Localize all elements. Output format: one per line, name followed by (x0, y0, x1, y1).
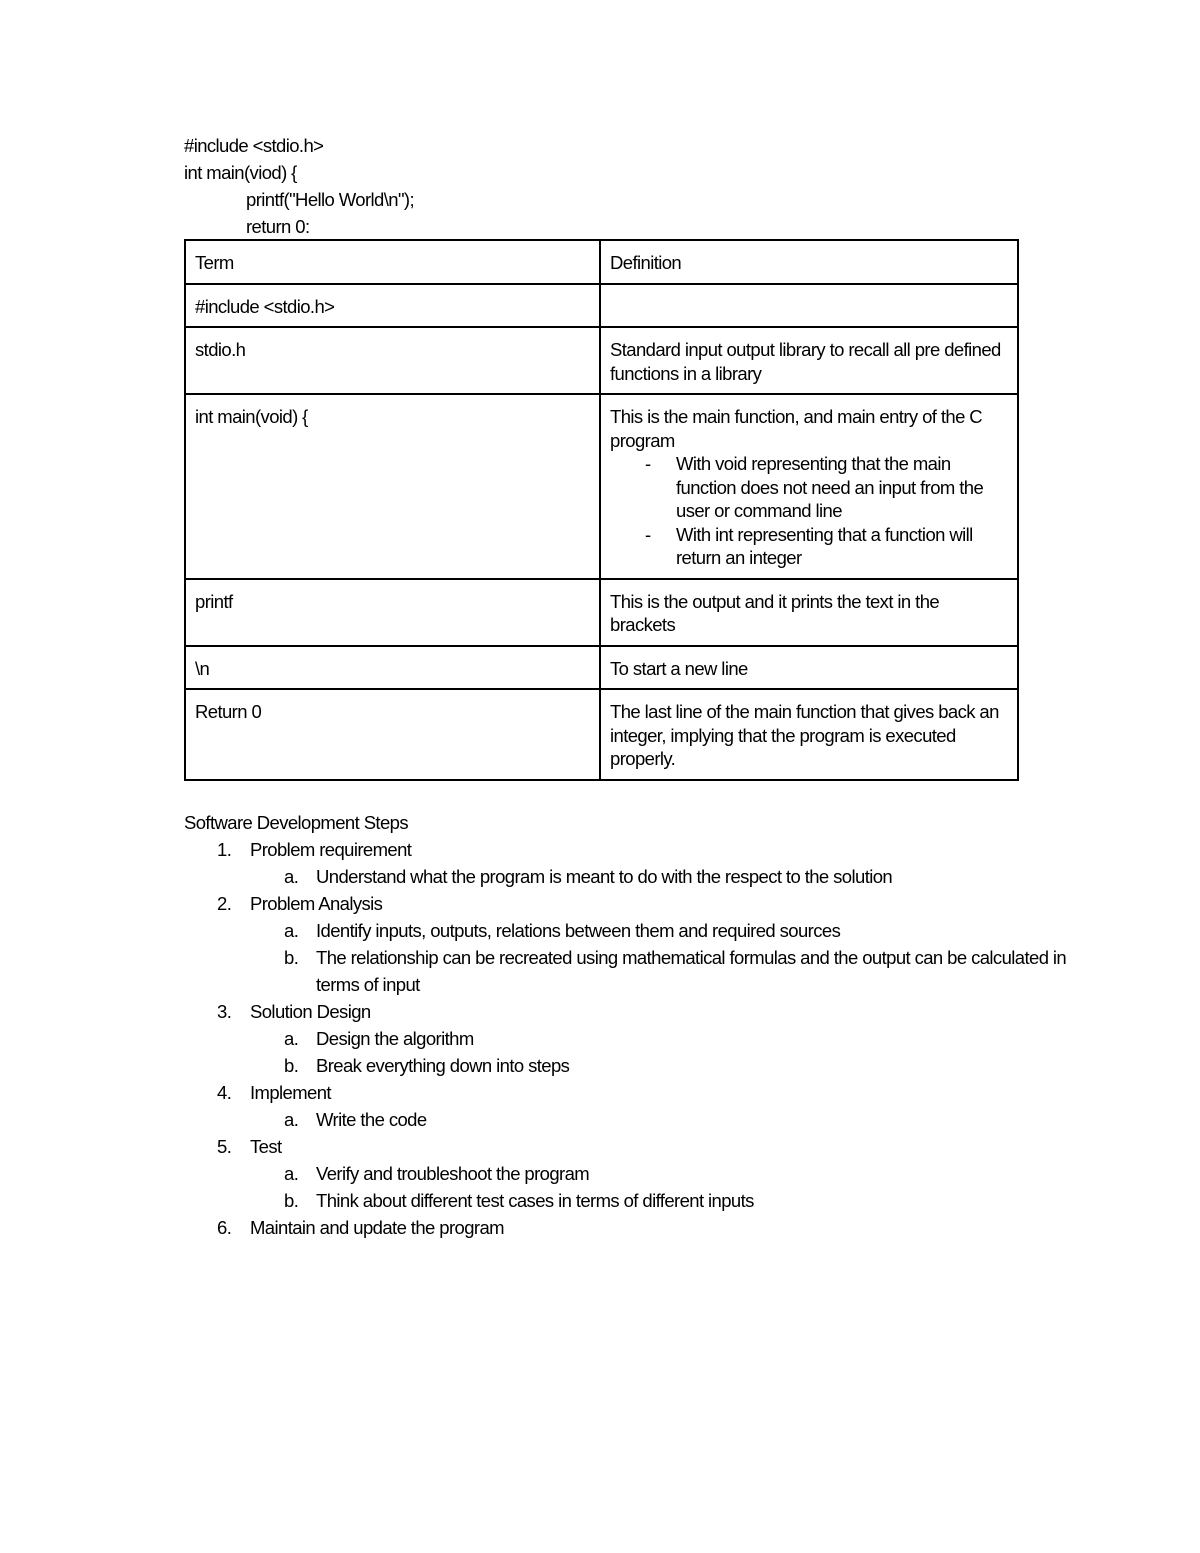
table-row (185, 284, 1018, 328)
step-item (184, 836, 1084, 890)
substep-text: Verify and troubleshoot the program (316, 1163, 590, 1184)
substep-item (250, 1187, 1084, 1214)
substep-text: Write the code (316, 1109, 427, 1130)
development-steps (184, 809, 1084, 1241)
substeps-list (250, 1106, 1084, 1133)
substep-letter: a. (284, 1163, 299, 1184)
step-number: 3. (217, 1001, 232, 1022)
section-title: Software Development Steps (184, 812, 408, 833)
code-snippet (184, 132, 414, 240)
substep-letter: a. (284, 920, 299, 941)
substep-text: Design the algorithm (316, 1028, 474, 1049)
substep-letter: b. (284, 947, 299, 968)
substep-item (250, 944, 1084, 998)
table-row (185, 394, 1018, 579)
code-line: int main(viod) { (184, 162, 297, 183)
step-label: Problem requirement (250, 839, 412, 860)
step-item (184, 1133, 1084, 1214)
substep-letter: a. (284, 866, 299, 887)
substeps-list (250, 1160, 1084, 1214)
step-label: Problem Analysis (250, 893, 383, 914)
definition-bullets (610, 452, 1008, 570)
step-number: 4. (217, 1082, 232, 1103)
substep-text: Break everything down into steps (316, 1055, 570, 1076)
substep-text: Identify inputs, outputs, relations between them and required sources (316, 920, 841, 941)
substep-letter: b. (284, 1190, 299, 1211)
step-item (184, 890, 1084, 998)
substep-letter: a. (284, 1109, 299, 1130)
code-line: printf("Hello World\n"); (246, 189, 415, 210)
table-header-row (185, 240, 1018, 284)
term-cell: printf (185, 579, 600, 646)
bullet-item: - With void representing that the main function does not need an input from the user or command line (676, 452, 1008, 523)
bullet-item: - With int representing that a function will return an integer (676, 523, 1008, 570)
substeps-list (250, 863, 1084, 890)
column-header-definition: Definition (600, 240, 1018, 284)
step-item (184, 1079, 1084, 1133)
code-line: #include <stdio.h> (184, 135, 324, 156)
definition-cell: This is the output and it prints the text in the brackets (600, 579, 1018, 646)
substeps-list (250, 917, 1084, 998)
definition-cell: The last line of the main function that gives back an integer, implying that the program is executed properly. (600, 689, 1018, 780)
term-cell: int main(void) { (185, 394, 600, 579)
step-label: Test (250, 1136, 282, 1157)
term-cell: \n (185, 646, 600, 690)
substep-letter: a. (284, 1028, 299, 1049)
substep-item (250, 863, 1084, 890)
step-number: 6. (217, 1217, 232, 1238)
definition-cell: To start a new line (600, 646, 1018, 690)
step-number: 5. (217, 1136, 232, 1157)
substep-item (250, 917, 1084, 944)
step-label: Implement (250, 1082, 331, 1103)
table-row (185, 689, 1018, 780)
steps-list (184, 836, 1084, 1241)
definition-cell (600, 394, 1018, 579)
step-number: 2. (217, 893, 232, 914)
substep-letter: b. (284, 1055, 299, 1076)
definition-cell: Standard input output library to recall all pre defined functions in a library (600, 327, 1018, 394)
terms-table (184, 239, 1019, 781)
step-item (184, 998, 1084, 1079)
substep-item (250, 1160, 1084, 1187)
substep-item (250, 1025, 1084, 1052)
table-row (185, 327, 1018, 394)
definition-text: This is the main function, and main entry of the C program (610, 406, 983, 451)
term-cell: stdio.h (185, 327, 600, 394)
substep-text: Understand what the program is meant to do with the respect to the solution (316, 866, 893, 887)
term-cell: #include <stdio.h> (185, 284, 600, 328)
substep-item (250, 1052, 1084, 1079)
substep-item (250, 1106, 1084, 1133)
table-row (185, 646, 1018, 690)
code-line: return 0: (246, 216, 310, 237)
step-label: Solution Design (250, 1001, 371, 1022)
table-row (185, 579, 1018, 646)
step-label: Maintain and update the program (250, 1217, 504, 1238)
step-number: 1. (217, 839, 232, 860)
step-item (184, 1214, 1084, 1241)
substep-text: Think about different test cases in terms of different inputs (316, 1190, 754, 1211)
definition-cell (600, 284, 1018, 328)
column-header-term: Term (185, 240, 600, 284)
substep-text: The relationship can be recreated using mathematical formulas and the output can be calculated in terms of input (316, 947, 1067, 995)
substeps-list (250, 1025, 1084, 1079)
term-cell: Return 0 (185, 689, 600, 780)
